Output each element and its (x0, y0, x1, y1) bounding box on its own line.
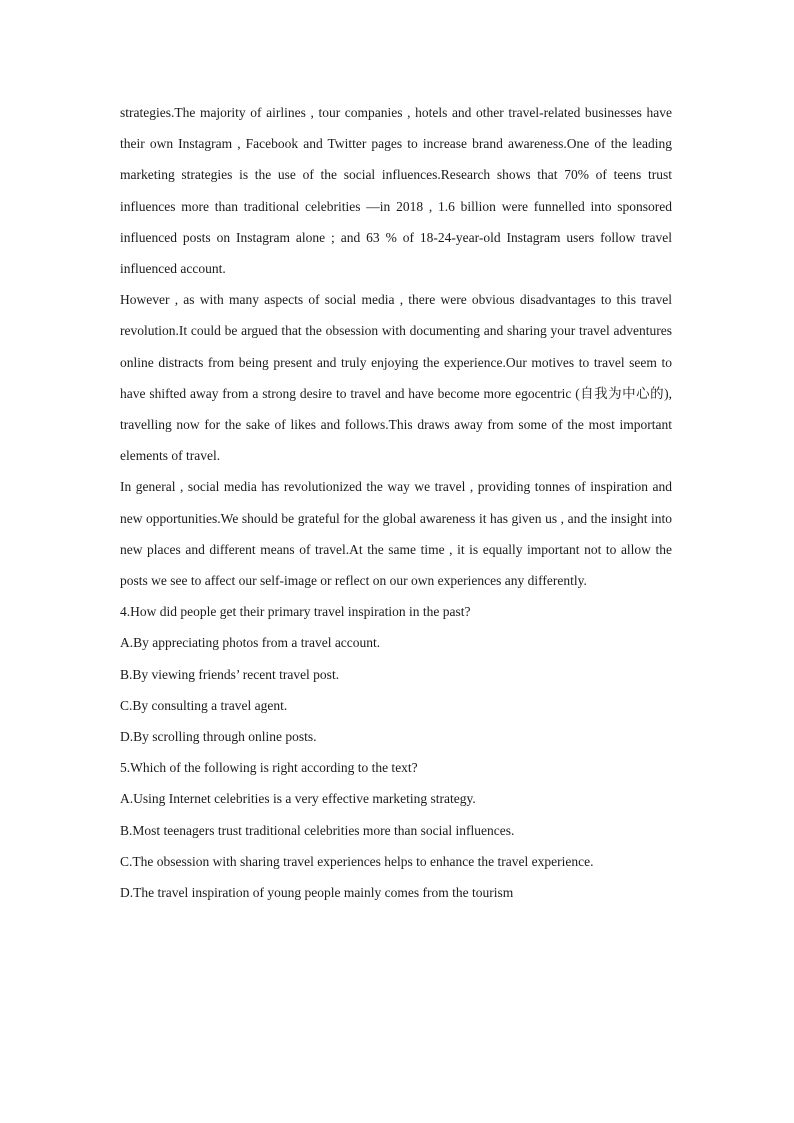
passage-paragraph: However , as with many aspects of social media , there were obvious disadvantages to this travel revolution.It could be argued that the obsession with documenting and sharing your travel adventures online distracts from being present and truly enjoying the experience.Our motives to travel seem to have shifted away from a strong desire to travel and have become more egocentric (自我为中心的), travelling now for the sake of likes and follows.This draws away from some of the most important elements of travel. (120, 292, 672, 464)
passage-paragraph: In general , social media has revolutionized the way we travel , providing tonnes of inspiration and new opportunities.We should be grateful for the global awareness it has given us , and the insight into new places and different means of travel.At the same time , it is equally important not to allow the posts we see to affect our self-image or reflect on our own experiences any differently. (120, 479, 672, 589)
question-option: B.Most teenagers trust traditional celebrities more than social influences. (120, 822, 515, 838)
question-stem: 5.Which of the following is right according to the text? (120, 760, 418, 776)
question-option: C.The obsession with sharing travel experiences helps to enhance the travel experience. (120, 853, 594, 869)
question-option: D.The travel inspiration of young people mainly comes from the tourism (120, 885, 514, 901)
question-option: A.By appreciating photos from a travel account. (120, 635, 381, 651)
passage-paragraph: strategies.The majority of airlines , tour companies , hotels and other travel-related businesses have their own Instagram , Facebook and Twitter pages to increase brand awareness.One of the leading marketing strategies is the use of the social influences.Research shows that 70% of teens trust influences more than traditional celebrities —in 2018 , 1.6 billion were funnelled into sponsored influenced posts on Instagram alone ; and 63 % of 18-24-year-old Instagram users follow travel influenced account. (120, 105, 672, 277)
question-stem: 4.How did people get their primary travel inspiration in the past? (120, 604, 471, 620)
question-option: A.Using Internet celebrities is a very effective marketing strategy. (120, 791, 476, 807)
question-option: C.By consulting a travel agent. (120, 697, 288, 713)
question-option: D.By scrolling through online posts. (120, 729, 317, 745)
question-option: B.By viewing friends’ recent travel post. (120, 666, 340, 682)
document-body (120, 97, 672, 908)
